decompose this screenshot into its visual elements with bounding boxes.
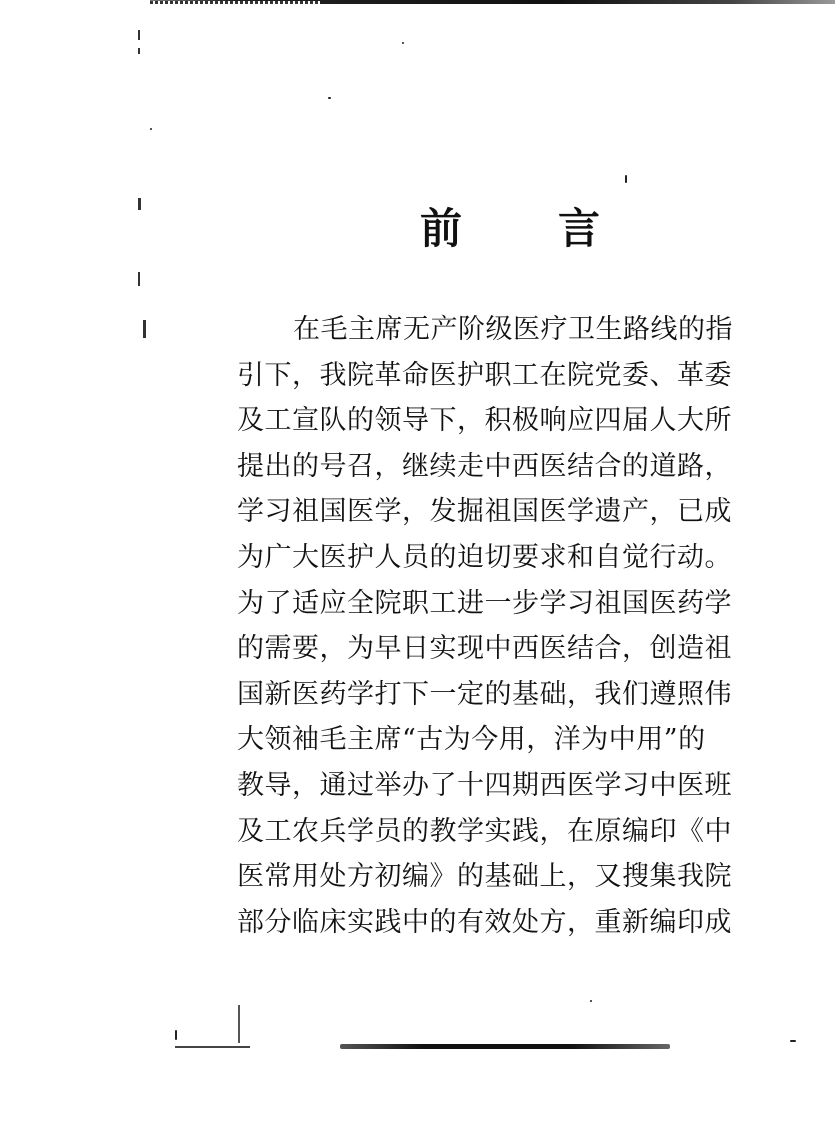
scan-speck <box>328 97 331 99</box>
text-line: 医常用处方初编》的基础上，又搜集我院 <box>237 861 732 893</box>
text-line: 的需要，为早日实现中西医结合，创造祖 <box>237 633 732 665</box>
text-line: 部分临床实践中的有效处方，重新编印成 <box>237 906 732 938</box>
scan-margin-mark <box>138 272 140 286</box>
page-title <box>420 204 600 253</box>
scan-speck <box>625 175 627 183</box>
preface-paragraph <box>237 307 797 945</box>
scan-margin-mark <box>138 48 140 54</box>
scan-bottom-edge <box>340 1044 670 1049</box>
text-line: 提出的号召，继续走中西医结合的道路， <box>237 450 732 482</box>
scan-speck <box>790 1040 796 1042</box>
text-line: 学习祖国医学，发掘祖国医学遗产，已成 <box>237 496 732 528</box>
text-line: 及工宣队的领导下，积极响应四届人大所 <box>237 405 732 437</box>
text-line: 为广大医护人员的迫切要求和自觉行动。 <box>237 541 732 573</box>
page-title-char-1: 前 <box>420 204 463 253</box>
text-line: 国新医药学打下一定的基础，我们遵照伟 <box>237 678 732 710</box>
scan-speck <box>175 1030 177 1040</box>
scan-top-edge-dotted <box>150 1 320 4</box>
scan-margin-mark <box>143 320 146 338</box>
scan-speck <box>150 128 152 130</box>
text-line: 大领袖毛主席“古为今用，洋为中用”的 <box>237 724 706 756</box>
scan-speck <box>590 1000 592 1002</box>
page-title-char-2: 言 <box>557 204 600 253</box>
scan-margin-mark <box>138 198 141 210</box>
text-line: 教导，通过举办了十四期西医学习中医班 <box>237 769 732 801</box>
text-line: 在毛主席无产阶级医疗卫生路线的指 <box>293 314 733 345</box>
scan-speck <box>402 42 404 44</box>
scan-margin-mark <box>138 30 140 40</box>
scan-bottom-mark <box>175 1046 250 1048</box>
text-line: 引下，我院革命医护职工在院党委、革委 <box>237 359 732 391</box>
scan-bracket-mark <box>238 1005 240 1043</box>
text-line: 为了适应全院职工进一步学习祖国医药学 <box>237 587 732 619</box>
text-line: 及工农兵学员的教学实践，在原编印《中 <box>237 815 732 847</box>
